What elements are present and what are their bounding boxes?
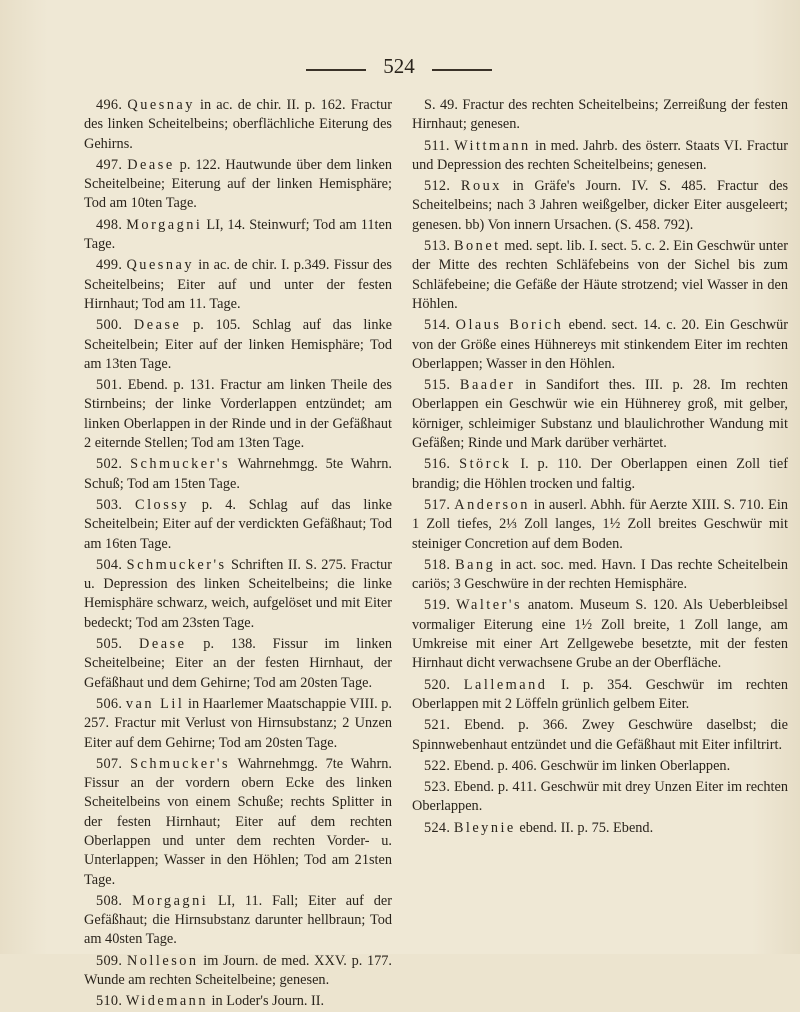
case-entry <box>84 952 392 991</box>
left-column <box>84 96 392 1012</box>
case-number: 503. <box>96 496 123 513</box>
case-text: in ac. de chir. I. p.349. Fissur des Scheitelbeins; Eiter auf und unter der festen Hirnhaut; Tod am 11. Tage. <box>84 257 392 312</box>
case-text: LI, 11. Fall; Eiter auf der Gefäßhaut; die Hirnsubstanz darunter hellbraun; Tod am 40sten Tage. <box>84 892 393 948</box>
case-text: in med. Jahrb. des österr. Staats VI. Fractur und Depression des rechten Scheitelbeins; genesen. <box>412 137 789 173</box>
case-number: 498. <box>96 216 123 233</box>
case-number: 524. <box>424 819 451 836</box>
case-entry <box>84 156 392 214</box>
page-header <box>0 54 800 84</box>
case-number: 517. <box>424 496 451 513</box>
case-text: S. 49. Fractur des rechten Scheitelbeins; Zerreißung der festen Hirnhaut; genesen. <box>412 97 788 133</box>
case-text: I. p. 354. Geschwür im rechten Oberlappen mit 2 Löffeln grünlich gelbem Eiter. <box>412 676 788 712</box>
case-text: in Sandifort thes. III. p. 28. Im rechten Oberlappen ein Geschwür wie ein Hühnerey groß, mit gelber, körniger, schleimiger Substanz und blaulichrother Wandung mit Gefäßen; Rinde und Mark darüber verhärtet. <box>412 377 789 452</box>
case-entry <box>412 96 788 135</box>
case-number: 519. <box>424 597 451 614</box>
case-entry <box>84 455 392 494</box>
case-text: in Gräfe's Journ. IV. S. 485. Fractur des Scheitelbeins; nach 3 Jahren weißgelber, dicker Eiter ausgeleert; genesen. bb) Von innern Ursachen. (S. 458. 792). <box>412 178 789 233</box>
case-text: in Loder's Journ. II. <box>211 993 325 1010</box>
case-author: Störck <box>459 456 512 473</box>
case-text: im Journ. de med. XXV. p. 177. Wunde am rechten Scheitelbeine; genesen. <box>84 952 393 989</box>
case-text: Ebend. p. 131. Fractur am linken Theile des Stirnbeins; der linke Vorderlappen entzündet; am linken Oberlappen in der Rinde und in der Gefäßhaut 2 eiternde Stellen; Tod am 13ten Tage. <box>84 377 392 452</box>
case-entry <box>412 177 788 235</box>
case-text: Schriften II. S. 275. Fractur u. Depression des linken Scheitelbeins; die linke Hemisphäre schwarz, weich, aufgelöset und mit Eiter bedeckt; Tod am 23sten Tage. <box>84 556 393 631</box>
case-entry <box>84 755 392 890</box>
case-number: 509. <box>96 952 123 969</box>
case-number: 504. <box>96 556 123 573</box>
page-number: 524 <box>383 54 415 78</box>
case-text: med. sept. lib. I. sect. 5. c. 2. Ein Geschwür unter der Mitte des rechten Schläfebeins von der Sichel bis zum Schläfebeine; die Gefäße der Häute strotzend; viel Wasser in den Höhlen. <box>412 238 788 312</box>
case-number: 512. <box>424 178 451 195</box>
case-text: in act. soc. med. Havn. I Das rechte Scheitelbein cariös; 3 Geschwüre in der rechten Hemisphäre. <box>412 556 788 593</box>
case-entry <box>84 496 392 554</box>
case-author: Nolleson <box>126 952 199 969</box>
case-author: Schmucker's <box>126 556 227 573</box>
case-author: Wittmann <box>454 137 531 154</box>
case-author: Baader <box>459 377 516 394</box>
case-author: Bonet <box>453 238 501 255</box>
case-entry <box>412 676 788 715</box>
case-number: 511. <box>424 137 450 154</box>
case-entry <box>84 635 392 693</box>
case-author: Quesnay <box>127 97 195 113</box>
case-number: 514. <box>424 317 451 334</box>
case-text: p. 138. Fissur im linken Scheitelbeine; Eiter an der festen Hirnhaut, der Gefäßhaut und dem Gehirne; Tod am 20sten Tage. <box>84 636 393 691</box>
case-author: Schmucker's <box>130 755 231 772</box>
case-text: Wahrnehmgg. 7te Wahrn. Fissur an der vordern obern Ecke des linken Scheitelbeins von einem Schuße; rechts Splitter in der festen Hirnhaut; Eiter auf dem rechten Oberlappen und unter dem rechten Vorder- u. Unterlappen; Wasser in den Höhlen; Tod am 21sten Tage. <box>84 755 392 888</box>
case-entry <box>84 216 392 255</box>
case-number: 497. <box>96 156 123 173</box>
case-number: 500. <box>96 317 123 334</box>
case-entry <box>84 992 392 1011</box>
case-entry <box>412 237 788 314</box>
case-entry <box>412 455 788 494</box>
case-author: Roux <box>460 178 502 195</box>
case-number: 505. <box>96 636 123 653</box>
case-number: 507. <box>96 755 123 772</box>
case-number: 520. <box>424 676 451 693</box>
case-entry <box>412 556 788 595</box>
case-number: 496. <box>96 97 123 113</box>
case-text: Wahrnehmgg. 5te Wahrn. Schuß; Tod am 15ten Tage. <box>84 456 392 492</box>
case-text: p. 122. Hautwunde über dem linken Scheitelbeine; Eiterung auf der linken Hemisphäre; Tod am 10ten Tage. <box>84 156 393 212</box>
case-number: 518. <box>424 556 451 573</box>
case-author: Walter's <box>456 597 523 614</box>
case-number: 508. <box>96 892 123 909</box>
case-entry <box>412 778 788 817</box>
case-text: p. 105. Schlag auf das linke Scheitelbein; Eiter auf der linken Hemisphäre; Tod am 13ten Tage. <box>84 317 392 372</box>
case-entry <box>412 757 788 776</box>
case-entry <box>412 596 788 673</box>
case-author: Dease <box>139 636 187 653</box>
case-author: Quesnay <box>126 257 195 274</box>
case-entry <box>412 496 788 554</box>
case-text: anatom. Museum S. 120. Als Ueberbleibsel vormaliger Eiterung eine 1½ Zoll breite, 1 Zoll lange, am Umkreise mit einer Art Zellgewebe besetzte, mit der festen Hirnhaut dicht verwachsene Grube an der Oberfläche. <box>412 597 789 672</box>
case-entry <box>412 716 788 755</box>
case-number: 515. <box>424 377 451 394</box>
case-author: Bang <box>455 556 496 573</box>
header-rule-right <box>432 69 492 71</box>
case-entry <box>84 695 392 753</box>
case-number: 522. <box>424 757 451 774</box>
header-rule-left <box>306 69 366 71</box>
case-author: Morgagni <box>132 892 209 909</box>
case-text: Ebend. p. 406. Geschwür im linken Oberlappen. <box>453 757 731 774</box>
case-author: Dease <box>133 317 182 334</box>
case-author: Anderson <box>454 496 530 513</box>
case-text: in ac. de chir. II. p. 162. Fractur des linken Scheitelbeins; oberflächliche Eiterung des Gehirns. <box>84 97 392 152</box>
right-column <box>412 96 788 838</box>
case-author: Olaus Borich <box>455 317 564 334</box>
case-entry <box>412 819 788 838</box>
case-entry <box>84 892 392 950</box>
case-text: Ebend. p. 411. Geschwür mit drey Unzen Eiter im rechten Oberlappen. <box>412 779 788 815</box>
case-entry <box>84 556 392 633</box>
case-entry <box>84 376 392 453</box>
case-number: 523. <box>424 779 451 796</box>
case-text: ebend. II. p. 75. Ebend. <box>519 819 654 836</box>
case-text: ebend. sect. 14. c. 20. Ein Geschwür von der Größe eines Hühnereys mit stinkendem Eiter im rechten Oberlappen; Wasser in den Höhlen. <box>412 317 788 372</box>
case-author: Widemann <box>125 993 208 1010</box>
case-number: 510. <box>96 993 123 1010</box>
case-text: LI, 14. Steinwurf; Tod am 11ten Tage. <box>84 216 393 253</box>
case-text: p. 4. Schlag auf das linke Scheitelbein; Eiter auf der verdickten Gefäßhaut; Tod am 16ten Tage. <box>84 496 392 552</box>
case-number: 501. <box>96 377 123 394</box>
case-text: in auserl. Abhh. für Aerzte XIII. S. 710. Ein 1 Zoll tiefes, 2⅓ Zoll langes, 1½ Zoll breites Geschwür mit steiniger Concretion auf dem Boden. <box>412 496 789 552</box>
case-author: Dease <box>127 156 175 173</box>
case-entry <box>84 256 392 314</box>
case-entry <box>412 316 788 374</box>
case-author: Lallemand <box>463 676 548 693</box>
case-author: van Lil <box>125 695 185 712</box>
case-author: Bleynie <box>453 819 516 836</box>
case-entry <box>84 316 392 374</box>
case-text: in Haarlemer Maatschappie VIII. p. 257. Fractur mit Verlust von Hirnsubstanz; 2 Unzen Eiter auf dem Gehirne; Tod am 20sten Tage. <box>84 695 393 751</box>
case-number: 513. <box>424 238 451 255</box>
case-entry <box>84 96 392 154</box>
case-number: 502. <box>96 456 123 473</box>
case-author: Clossy <box>135 496 189 513</box>
case-text: I. p. 110. Der Oberlappen einen Zoll tief brandig; die Höhlen trocken und faltig. <box>412 456 789 492</box>
case-number: 521. <box>424 717 451 734</box>
case-author: Schmucker's <box>130 456 231 473</box>
case-author: Morgagni <box>126 216 203 233</box>
case-text: Ebend. p. 366. Zwey Geschwüre daselbst; die Spinnwebenhaut entzündet und die Gefäßhaut mit Eiter infiltrirt. <box>412 717 788 753</box>
case-number: 516. <box>424 456 451 473</box>
case-number: 506. <box>96 695 123 712</box>
case-entry <box>412 376 788 453</box>
case-entry <box>412 137 788 176</box>
case-number: 499. <box>96 257 123 274</box>
